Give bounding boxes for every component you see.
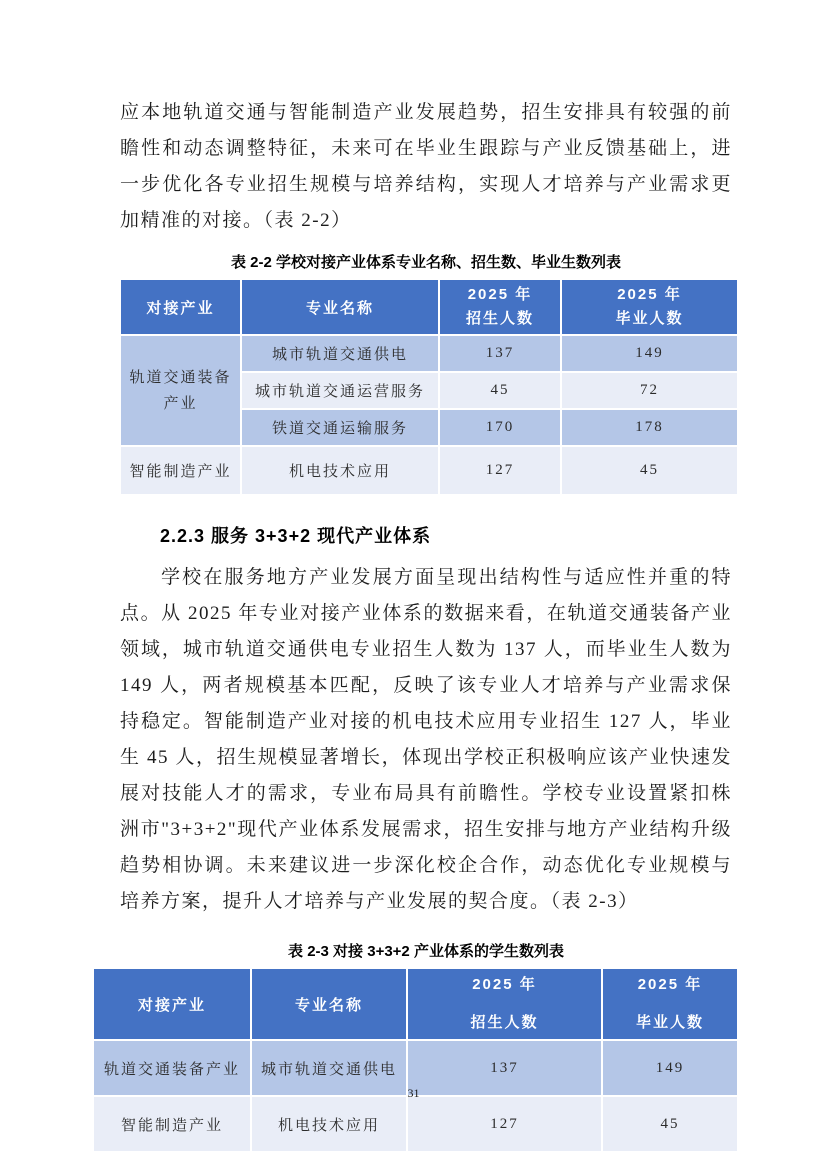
header-cell-major: 专业名称 xyxy=(251,968,407,1040)
major-cell: 铁道交通运输服务 xyxy=(241,409,439,446)
page-number: 31 xyxy=(407,1086,420,1100)
table-row xyxy=(93,1096,738,1152)
table-2-3 xyxy=(92,967,739,1153)
major-cell: 城市轨道交通供电 xyxy=(241,335,439,372)
industry-cell: 智能制造产业 xyxy=(93,1096,251,1152)
enrollment-cell: 127 xyxy=(407,1096,602,1152)
enrollment-cell: 137 xyxy=(407,1040,602,1096)
header-row xyxy=(93,968,738,1040)
enrollment-cell: 127 xyxy=(439,446,561,495)
graduates-cell: 45 xyxy=(561,446,738,495)
header-enroll-year: 2025 年 xyxy=(467,286,533,303)
graduates-cell: 72 xyxy=(561,372,738,409)
major-cell: 机电技术应用 xyxy=(241,446,439,495)
industry-cell: 智能制造产业 xyxy=(120,446,241,495)
header-grad-label: 毕业人数 xyxy=(635,1014,704,1031)
industry-cell: 轨道交通装备产业 xyxy=(93,1040,251,1096)
header-grad-year: 2025 年 xyxy=(637,976,703,993)
enrollment-cell: 137 xyxy=(439,335,561,372)
table-2-2-header xyxy=(120,279,738,335)
table-row xyxy=(120,446,738,495)
section-paragraph: 学校在服务地方产业发展方面呈现出结构性与适应性并重的特点。从 2025 年专业对接产业体系的数据来看，在轨道交通装备产业领域，城市轨道交通供电专业招生人数为 137 人，而毕业生人数为 149 人，两者规模基本匹配，反映了该专业人才培养与产业需求保持稳定。智能制造产业对接的机电技术应用专业招生 127 人，毕业生 45 人，招生规模显著增长，体现出学校正积极响应该产业快速发展对技能人才的需求，专业布局具有前瞻性。学校专业设置紧扣株洲市"3+3+2"现代产业体系发展需求，招生安排与地方产业结构升级趋势相协调。未来建议进一步深化校企合作，动态优化专业规模与培养方案，提升人才培养与产业发展的契合度。（表 2-3） xyxy=(120,567,732,912)
graduates-cell: 178 xyxy=(561,409,738,446)
graduates-cell: 149 xyxy=(561,335,738,372)
intro-paragraph: 应本地轨道交通与智能制造产业发展趋势，招生安排具有较强的前瞻性和动态调整特征，未来可在毕业生跟踪与产业反馈基础上，进一步优化各专业招生规模与培养结构，实现人才培养与产业需求更加精准的对接。（表 2-2） xyxy=(120,102,732,231)
header-cell-graduates xyxy=(602,968,738,1040)
graduates-cell: 149 xyxy=(602,1040,738,1096)
major-cell: 机电技术应用 xyxy=(251,1096,407,1152)
section-heading: 2.2.3 服务 3+3+2 现代产业体系 xyxy=(160,526,432,546)
header-grad-label: 毕业人数 xyxy=(615,310,684,327)
header-cell-graduates xyxy=(561,279,738,335)
graduates-cell: 45 xyxy=(602,1096,738,1152)
header-cell-major: 专业名称 xyxy=(241,279,439,335)
header-grad-year: 2025 年 xyxy=(617,286,682,303)
header-cell-industry: 对接产业 xyxy=(93,968,251,1040)
header-cell-industry: 对接产业 xyxy=(120,279,241,335)
table-2-2-body xyxy=(120,335,738,495)
table-row xyxy=(120,335,738,372)
enrollment-cell: 170 xyxy=(439,409,561,446)
header-cell-enrollment xyxy=(439,279,561,335)
table-2-3-caption: 表 2-3 对接 3+3+2 产业体系的学生数列表 xyxy=(288,943,564,960)
major-cell: 城市轨道交通供电 xyxy=(251,1040,407,1096)
header-cell-enrollment xyxy=(407,968,602,1040)
page-content xyxy=(103,95,732,1153)
enrollment-cell: 45 xyxy=(439,372,561,409)
header-enroll-year: 2025 年 xyxy=(472,976,537,993)
header-enroll-label: 招生人数 xyxy=(465,310,534,327)
table-2-3-header xyxy=(93,968,738,1040)
industry-cell: 轨道交通装备产业 xyxy=(120,335,241,446)
header-enroll-label: 招生人数 xyxy=(470,1014,539,1031)
major-cell: 城市轨道交通运营服务 xyxy=(241,372,439,409)
table-2-2-caption: 表 2-2 学校对接产业体系专业名称、招生数、毕业生数列表 xyxy=(230,254,622,271)
header-row xyxy=(120,279,738,335)
table-2-2 xyxy=(119,278,739,496)
